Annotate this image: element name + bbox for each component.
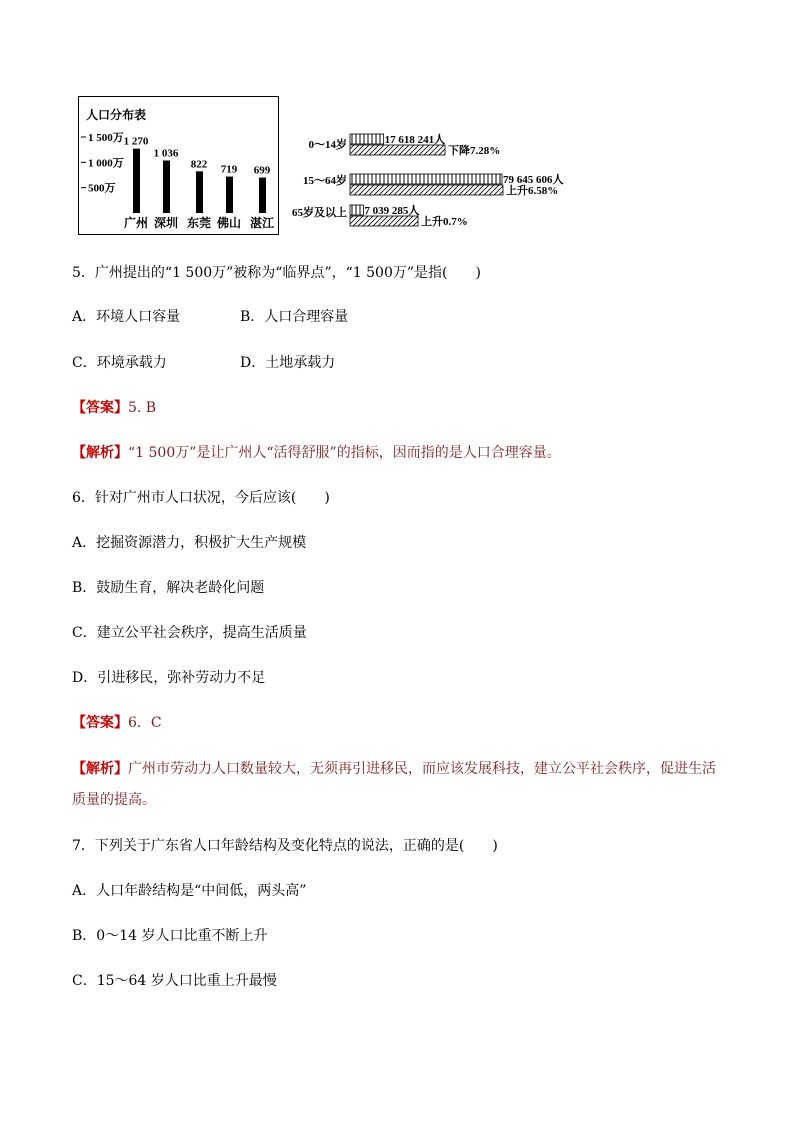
bar-chart-title: 人口分布表	[86, 108, 147, 122]
answer-text: 6．C	[128, 715, 162, 731]
bar-category-label: 广州	[123, 216, 149, 230]
q7-option-c: C．15～64 岁人口比重上升最慢	[72, 973, 277, 989]
q6-option-d: D．引进移民，弥补劳动力不足	[72, 670, 266, 686]
age-change-label: 上升0.7%	[421, 216, 468, 228]
q6-analysis-line2: 质量的提高。	[72, 792, 156, 808]
bar-value-label: 1 270	[123, 135, 149, 148]
answer-text: 5. B	[128, 400, 157, 416]
bar-category-label: 东莞	[186, 216, 212, 230]
age-bar-current	[350, 134, 384, 144]
q5-option-a: A．环境人口容量	[72, 309, 181, 325]
bar-value-label: 822	[190, 158, 208, 171]
q5-option-b: B．人口合理容量	[240, 309, 349, 325]
y-tick-label: 1 500万	[88, 132, 124, 144]
bar-佛山	[226, 177, 233, 213]
age-bar-change	[350, 185, 503, 195]
age-group-label: 0～14岁	[308, 139, 347, 151]
bar-湛江	[259, 178, 266, 213]
bar-广州	[133, 149, 140, 213]
age-bar-current	[350, 174, 502, 184]
q6-option-b: B．鼓励生育，解决老龄化问题	[72, 580, 265, 596]
q5-answer	[72, 398, 156, 418]
age-change-label: 下降7.28%	[448, 145, 501, 157]
q6-option-a: A．挖掘资源潜力，积极扩大生产规模	[72, 535, 307, 551]
q7-option-b: B．0～14 岁人口比重不断上升	[72, 928, 268, 944]
bar-value-label: 1 036	[153, 147, 179, 160]
bar-深圳	[163, 161, 170, 213]
y-tick-label: 1 000万	[88, 157, 124, 170]
q6-option-c: C．建立公平社会秩序，提高生活质量	[72, 625, 307, 641]
analysis-tag: 【解析】	[72, 445, 128, 461]
q5-option-d: D．土地承载力	[240, 355, 336, 371]
population-figure	[78, 96, 564, 241]
q5-stem: 5．广州提出的“1 500万”被称为“临界点”，“1 500万”是指( )	[72, 265, 481, 281]
q6-stem: 6．针对广州市人口状况，今后应该( )	[72, 490, 330, 506]
age-value-label: 7 039 285人	[364, 205, 420, 217]
age-value-label: 17 618 241人	[384, 134, 446, 146]
y-tick-label: 500万	[88, 182, 116, 195]
q6-answer	[72, 713, 162, 733]
age-group-label: 65岁及以上	[292, 207, 347, 219]
age-value-label: 79 645 606人	[503, 174, 564, 186]
answer-tag: 【答案】	[72, 715, 128, 731]
answer-tag: 【答案】	[72, 400, 128, 416]
q5-analysis	[72, 443, 561, 463]
age-group-label: 15～64岁	[303, 175, 347, 187]
bar-东莞	[196, 171, 203, 213]
age-bar-change	[350, 145, 445, 155]
q5-option-c: C．环境承载力	[72, 355, 167, 371]
analysis-tag: 【解析】	[72, 761, 128, 777]
q7-stem: 7．下列关于广东省人口年龄结构及变化特点的说法，正确的是( )	[72, 838, 498, 854]
age-change-label: 上升6.58%	[506, 185, 559, 197]
age-bar-change	[350, 216, 418, 226]
bar-category-label: 湛江	[249, 216, 275, 230]
bar-category-label: 佛山	[216, 216, 242, 230]
analysis-text: “1 500万”是让广州人“活得舒服”的指标，因而指的是人口合理容量。	[128, 445, 561, 461]
analysis-text: 广州市劳动力人口数量较大，无须再引进移民，而应该发展科技，建立公平社会秩序，促进生活	[128, 761, 716, 777]
age-bar-current	[350, 205, 363, 215]
q6-analysis-line1	[72, 759, 716, 779]
q7-option-a: A．人口年龄结构是“中间低，两头高”	[72, 883, 307, 899]
bar-category-label: 深圳	[153, 216, 179, 230]
bar-value-label: 719	[220, 163, 238, 176]
bar-value-label: 699	[253, 164, 271, 177]
